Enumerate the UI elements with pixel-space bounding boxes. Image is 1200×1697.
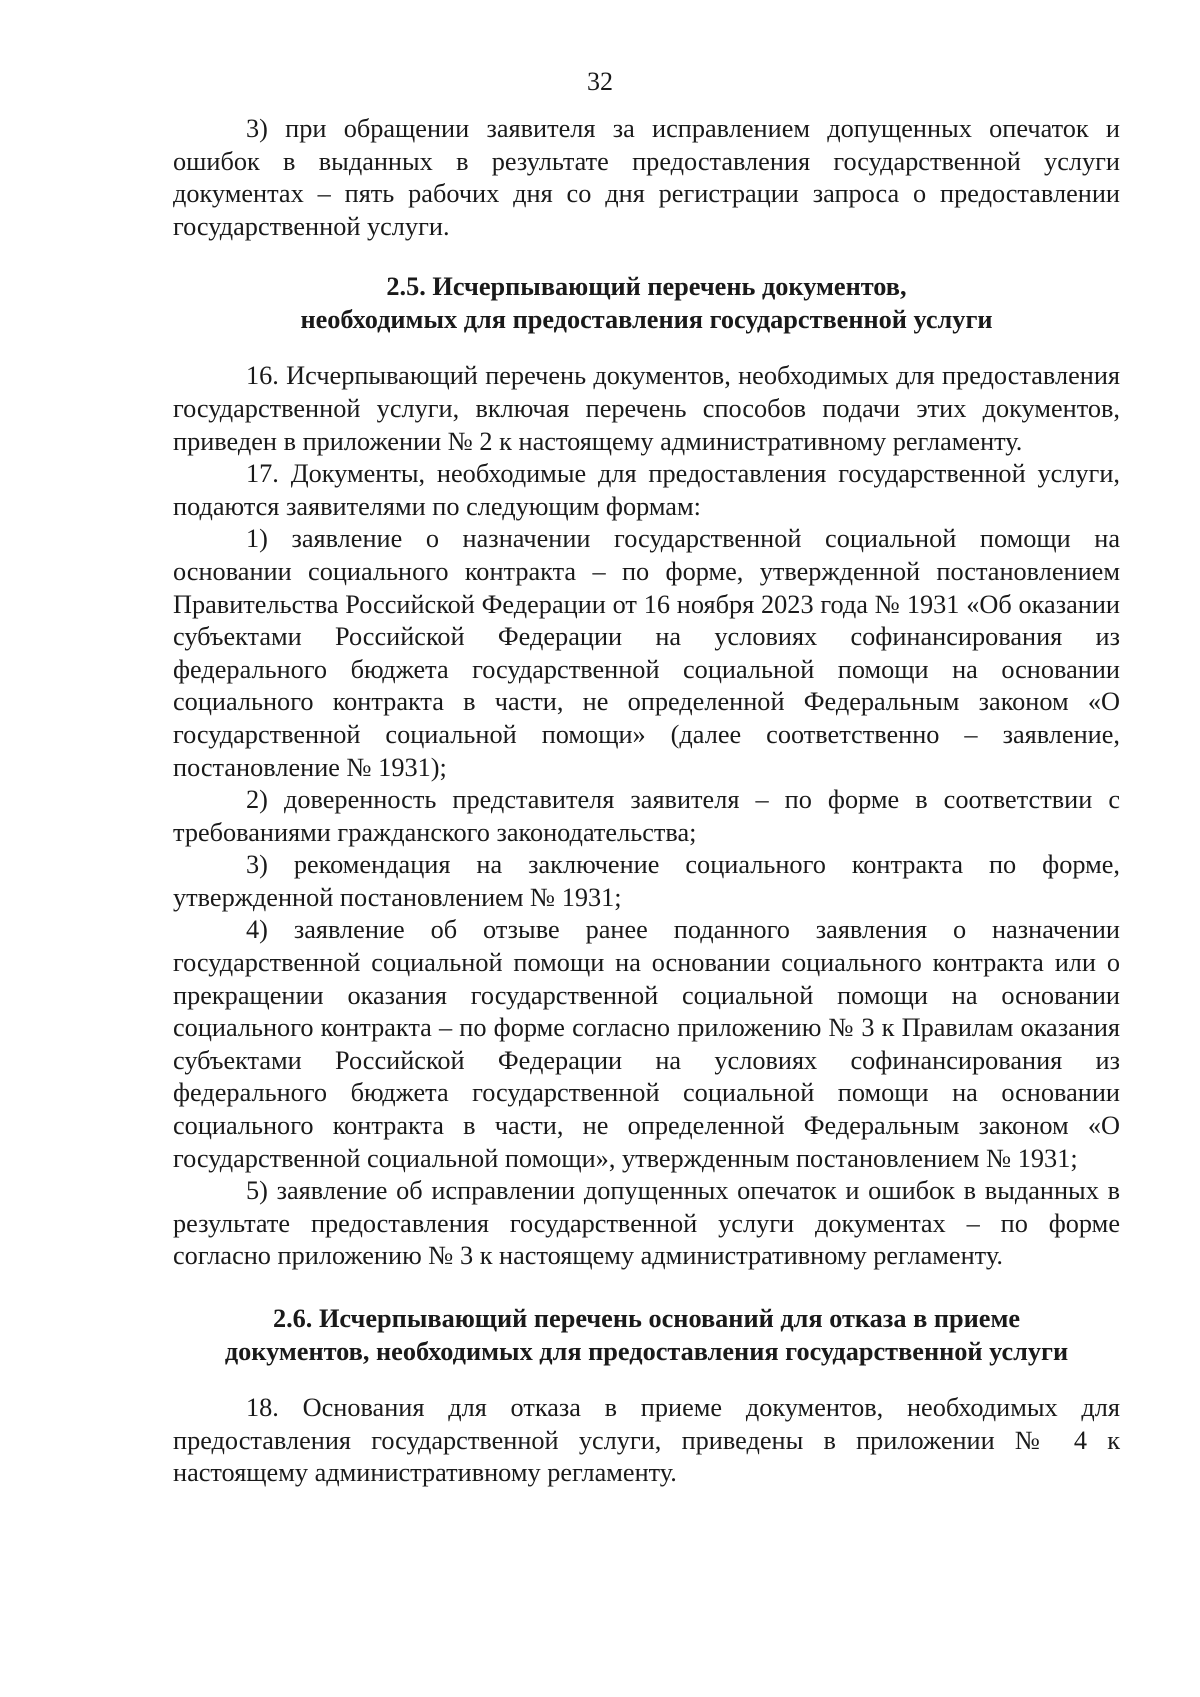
page-number: 32 bbox=[587, 67, 613, 96]
paragraph-18: 18. Основания для отказа в приеме документов, необходимых для предоставления государственной услуги, приведены в приложении № 4 к настоящему административному регламенту. bbox=[173, 1393, 1120, 1488]
page-body bbox=[173, 113, 1120, 1490]
section-2-5-heading-line1: 2.5. Исчерпывающий перечень документов, bbox=[386, 272, 907, 302]
section-2-6-heading-line1: 2.6. Исчерпывающий перечень оснований для отказа в приеме bbox=[272, 1304, 1021, 1333]
list-item-1: 1) заявление о назначении государственной социальной помощи на основании социального контракта – по форме, утвержденной постановлением Правительства Российской Федерации от 16 ноября 2023 года № 1931 «Об оказании субъектами Российской Федерации на условиях софинансирования из федерального бюджета государственной социальной помощи на основании социального контракта в части, не определенной Федеральным законом «О государственной социальной помощи» (далее соответственно – заявление, постановление № 1931); bbox=[173, 524, 1120, 782]
section-2-6-heading bbox=[173, 1302, 1120, 1368]
intro-paragraph: 3) при обращении заявителя за исправлением допущенных опечаток и ошибок в выданных в результате предоставления государственной услуги документах – пять рабочих дня со дня регистрации запроса о предоставлении государственной услуги. bbox=[173, 114, 1120, 241]
list-item-3: 3) рекомендация на заключение социального контракта по форме, утвержденной постановлением № 1931; bbox=[173, 850, 1120, 912]
section-2-6-heading-line2: документов, необходимых для предоставления государственной услуги bbox=[224, 1337, 1069, 1366]
section-2-5-heading bbox=[173, 270, 1120, 336]
paragraph-17: 17. Документы, необходимые для предоставления государственной услуги, подаются заявителями по следующим формам: bbox=[173, 459, 1120, 521]
list-item-4: 4) заявление об отзыве ранее поданного заявления о назначении государственной социальной помощи на основании социального контракта или о прекращении оказания государственной социальной помощи на основании социального контракта – по форме согласно приложению № 3 к Правилам оказания субъектами Российской Федерации на условиях софинансирования из федерального бюджета государственной социальной помощи на основании социального контракта в части, не определенной Федеральным законом «О государственной социальной помощи», утвержденным постановлением № 1931; bbox=[173, 915, 1120, 1173]
list-item-2: 2) доверенность представителя заявителя – по форме в соответствии с требованиями гражданского законодательства; bbox=[173, 785, 1120, 847]
list-item-5: 5) заявление об исправлении допущенных опечаток и ошибок в выданных в результате предоставления государственной услуги документах – по форме согласно приложению № 3 к настоящему административному регламенту. bbox=[173, 1176, 1120, 1271]
paragraph-16: 16. Исчерпывающий перечень документов, необходимых для предоставления государственной услуги, включая перечень способов подачи этих документов, приведен в приложении № 2 к настоящему административному регламенту. bbox=[173, 361, 1120, 456]
section-2-5-heading-line2: необходимых для предоставления государственной услуги bbox=[300, 305, 993, 335]
